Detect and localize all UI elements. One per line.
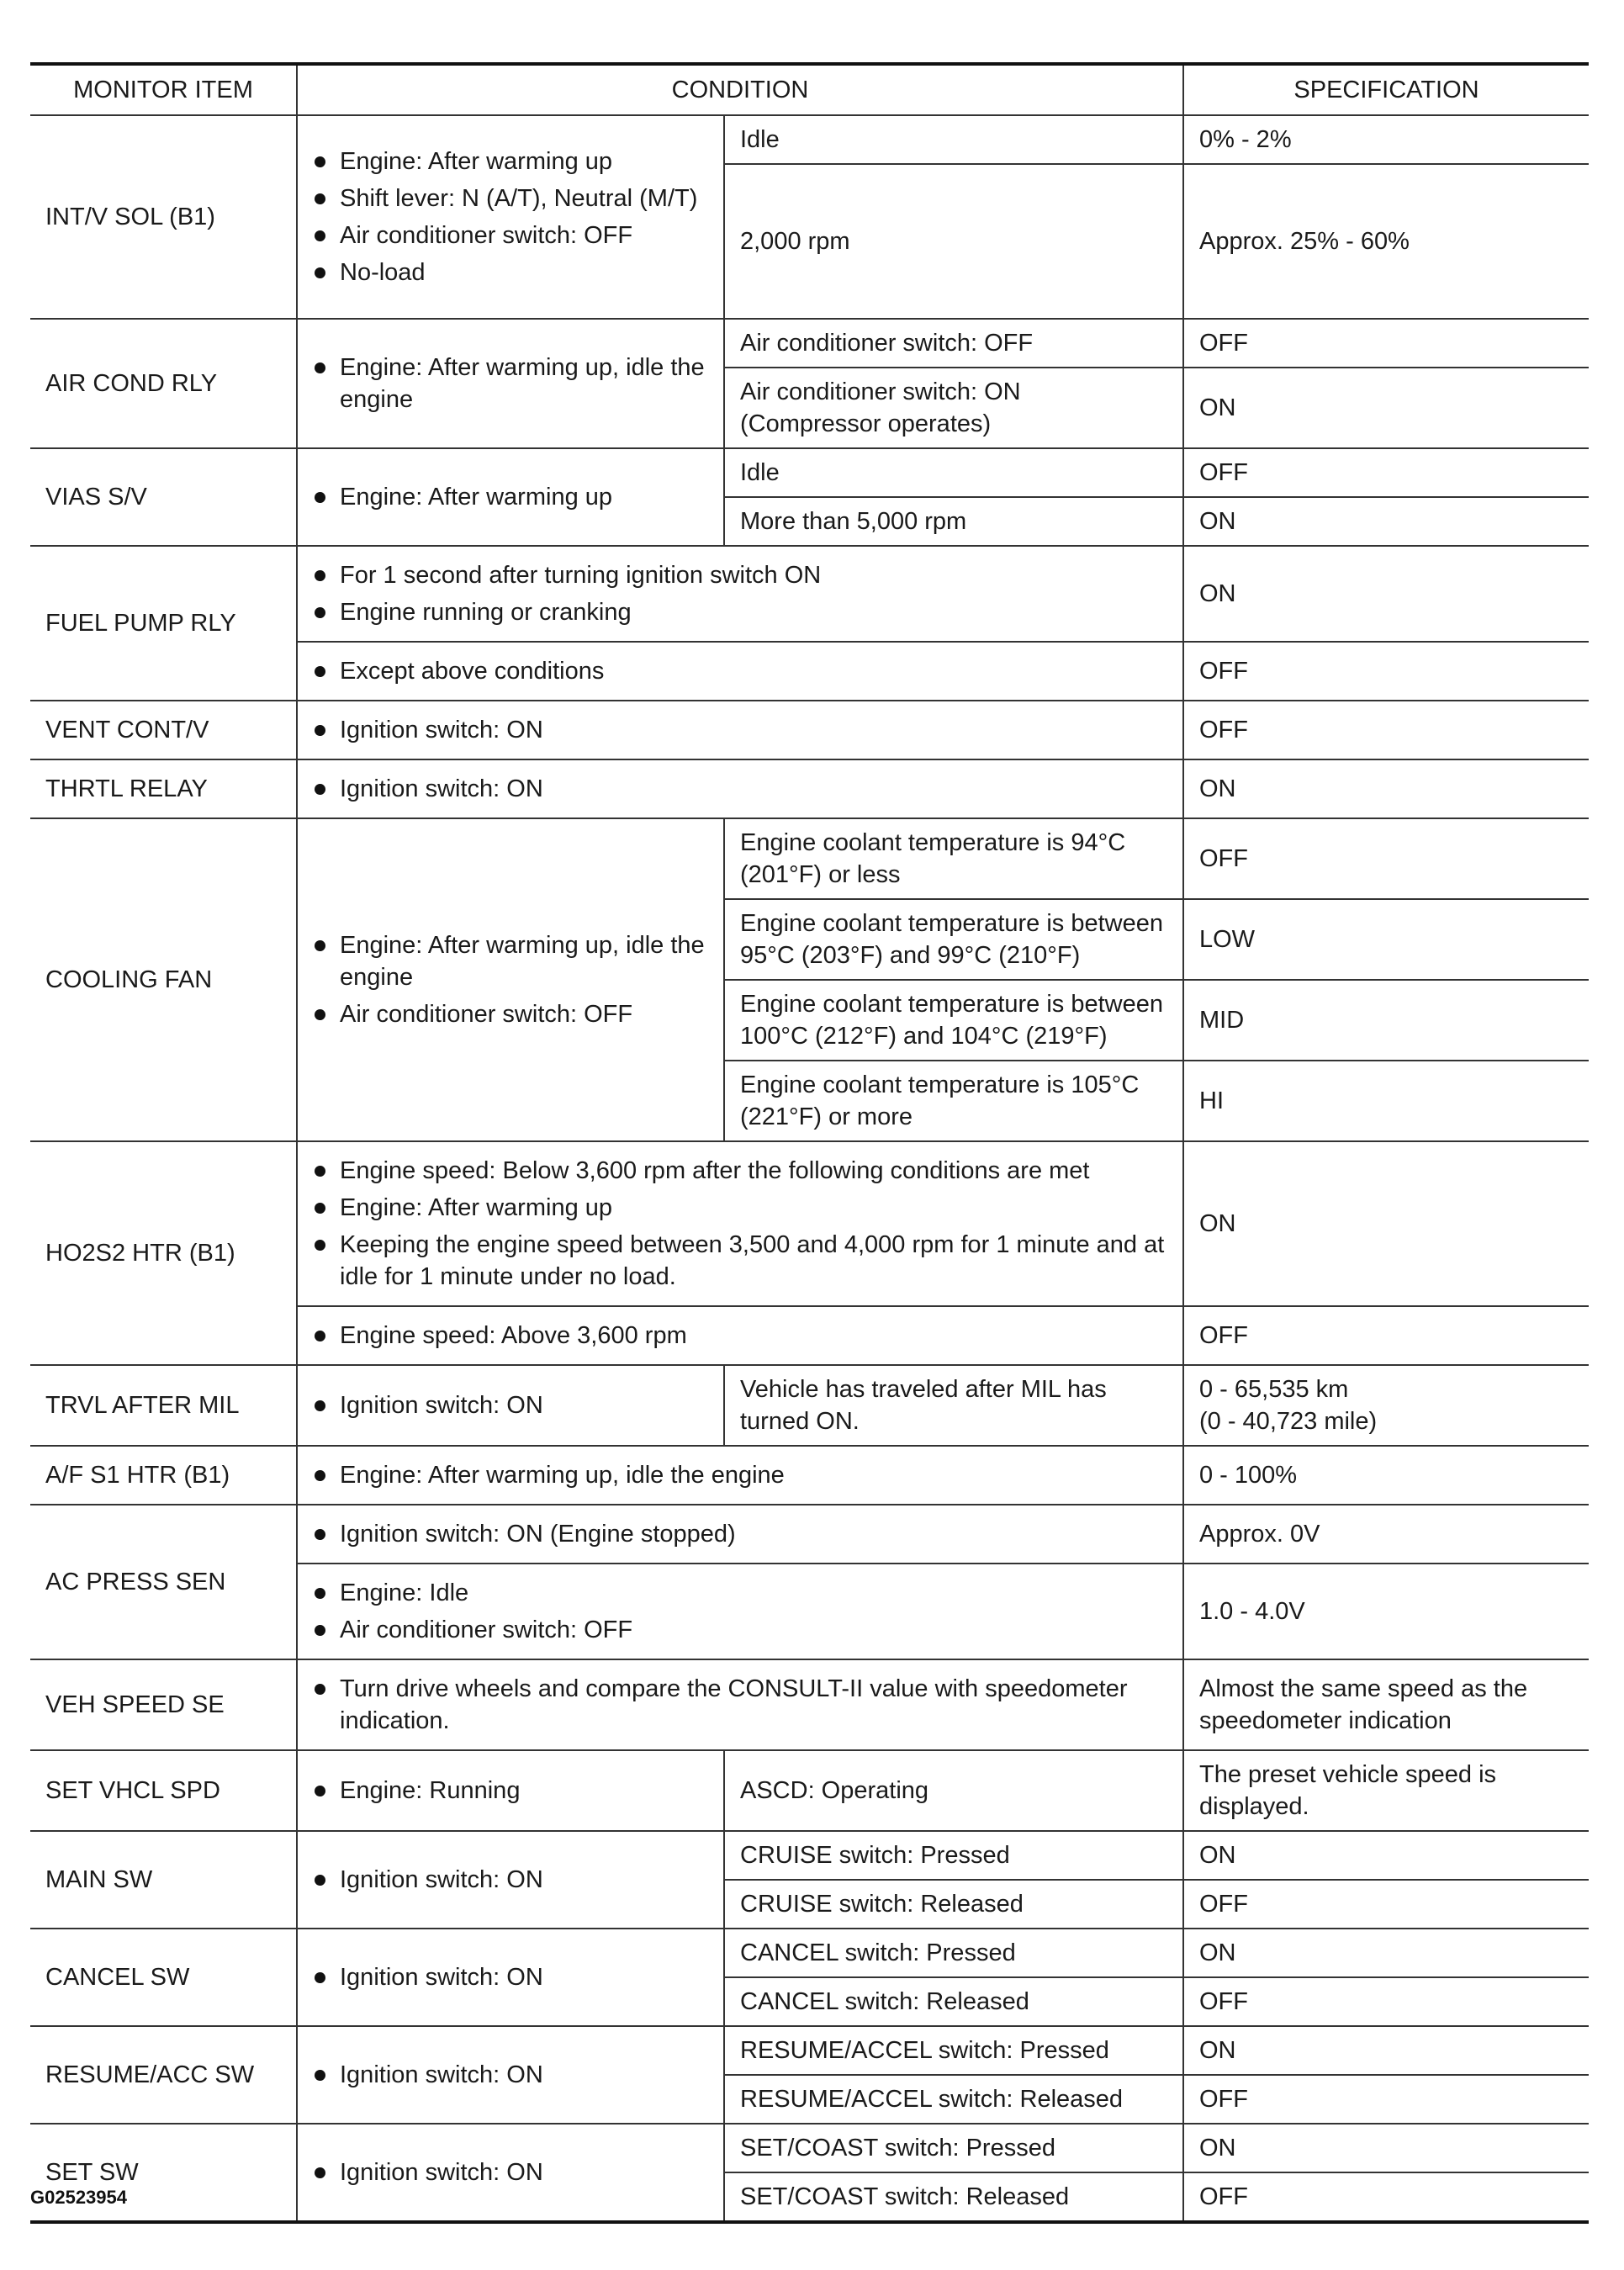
specification: OFF <box>1183 1977 1589 2026</box>
condition-cell <box>297 1446 1183 1505</box>
sub-condition: 2,000 rpm <box>724 164 1183 319</box>
condition-bullet: Air conditioner switch: OFF <box>313 220 708 251</box>
sub-condition: CANCEL switch: Released <box>724 1977 1183 2026</box>
header-specification: SPECIFICATION <box>1183 64 1589 115</box>
condition-bullet: Engine: After warming up, idle the engine <box>313 929 708 993</box>
specification: 0 - 100% <box>1183 1446 1589 1505</box>
condition-cell <box>297 2124 724 2222</box>
condition-cell <box>297 319 724 448</box>
specification: ON <box>1183 2026 1589 2075</box>
condition-cell <box>297 1659 1183 1750</box>
sub-condition: Engine coolant temperature is between 100°C (212°F) and 104°C (219°F) <box>724 980 1183 1061</box>
condition-bullet: Except above conditions <box>313 655 1167 687</box>
table-row <box>30 115 1589 164</box>
condition-cell <box>297 1929 724 2026</box>
header-monitor-item: MONITOR ITEM <box>30 64 297 115</box>
specification: 0% - 2% <box>1183 115 1589 164</box>
monitor-item: VIAS S/V <box>30 448 297 546</box>
condition-cell <box>297 1505 1183 1564</box>
condition-bullet: For 1 second after turning ignition switch ON <box>313 559 1167 591</box>
monitor-item: CANCEL SW <box>30 1929 297 2026</box>
condition-cell <box>297 642 1183 701</box>
monitor-item: HO2S2 HTR (B1) <box>30 1141 297 1365</box>
condition-bullet: Engine: After warming up <box>313 146 708 177</box>
specification: The preset vehicle speed is displayed. <box>1183 1750 1589 1831</box>
table-row <box>30 701 1589 759</box>
monitor-item: MAIN SW <box>30 1831 297 1929</box>
specification: Approx. 0V <box>1183 1505 1589 1564</box>
condition-bullet: Engine speed: Above 3,600 rpm <box>313 1320 1167 1352</box>
header-condition: CONDITION <box>297 64 1183 115</box>
specification: MID <box>1183 980 1589 1061</box>
monitor-item: INT/V SOL (B1) <box>30 115 297 319</box>
monitor-spec-table <box>30 62 1589 2224</box>
sub-condition: Engine coolant temperature is 105°C (221°F) or more <box>724 1061 1183 1141</box>
specification: ON <box>1183 1831 1589 1880</box>
sub-condition: SET/COAST switch: Released <box>724 2172 1183 2222</box>
condition-bullet: Air conditioner switch: OFF <box>313 1614 1167 1646</box>
monitor-item: SET VHCL SPD <box>30 1750 297 1831</box>
specification: OFF <box>1183 319 1589 368</box>
specification: ON <box>1183 546 1589 642</box>
specification: OFF <box>1183 448 1589 497</box>
specification: OFF <box>1183 1306 1589 1365</box>
spec-sheet <box>30 62 1589 2224</box>
table-row <box>30 1505 1589 1564</box>
specification: ON <box>1183 1929 1589 1977</box>
table-row <box>30 1446 1589 1505</box>
specification: ON <box>1183 1141 1589 1306</box>
monitor-item: SET SW <box>30 2124 297 2222</box>
condition-bullet: Engine running or cranking <box>313 596 1167 628</box>
monitor-item: VEH SPEED SE <box>30 1659 297 1750</box>
specification: OFF <box>1183 2075 1589 2124</box>
condition-bullet: Keeping the engine speed between 3,500 and 4,000 rpm for 1 minute and at idle for 1 minute under no load. <box>313 1229 1167 1293</box>
sub-condition: Air conditioner switch: OFF <box>724 319 1183 368</box>
monitor-item: RESUME/ACC SW <box>30 2026 297 2124</box>
sub-condition: Engine coolant temperature is between 95°C (203°F) and 99°C (210°F) <box>724 899 1183 980</box>
sub-condition: CRUISE switch: Pressed <box>724 1831 1183 1880</box>
monitor-item: AIR COND RLY <box>30 319 297 448</box>
condition-bullet: Turn drive wheels and compare the CONSULT-II value with speedometer indication. <box>313 1673 1167 1737</box>
specification-line: 0 - 65,535 km <box>1199 1376 1349 1403</box>
specification <box>1183 1365 1589 1446</box>
specification: ON <box>1183 759 1589 818</box>
sub-condition: Idle <box>724 115 1183 164</box>
sub-condition: Idle <box>724 448 1183 497</box>
condition-bullet: Ignition switch: ON <box>313 1864 708 1896</box>
specification: Approx. 25% - 60% <box>1183 164 1589 319</box>
sub-condition: RESUME/ACCEL switch: Released <box>724 2075 1183 2124</box>
specification: LOW <box>1183 899 1589 980</box>
table-row <box>30 546 1589 642</box>
specification: OFF <box>1183 701 1589 759</box>
condition-bullet: Engine: After warming up <box>313 481 708 513</box>
specification: OFF <box>1183 818 1589 899</box>
specification: ON <box>1183 2124 1589 2172</box>
specification: OFF <box>1183 642 1589 701</box>
condition-cell <box>297 546 1183 642</box>
condition-bullet: Ignition switch: ON <box>313 714 1167 746</box>
specification: HI <box>1183 1061 1589 1141</box>
condition-bullet: Engine: After warming up, idle the engine <box>313 1459 1167 1491</box>
condition-bullet: Ignition switch: ON <box>313 1389 708 1421</box>
sub-condition: RESUME/ACCEL switch: Pressed <box>724 2026 1183 2075</box>
figure-id: G02523954 <box>30 2187 127 2208</box>
condition-bullet: Engine speed: Below 3,600 rpm after the following conditions are met <box>313 1155 1167 1187</box>
condition-bullet: Engine: Running <box>313 1775 708 1807</box>
sub-condition: SET/COAST switch: Pressed <box>724 2124 1183 2172</box>
condition-bullet: Engine: Idle <box>313 1577 1167 1609</box>
sub-condition: Vehicle has traveled after MIL has turned ON. <box>724 1365 1183 1446</box>
monitor-item: VENT CONT/V <box>30 701 297 759</box>
specification: 1.0 - 4.0V <box>1183 1564 1589 1659</box>
condition-bullet: Ignition switch: ON <box>313 2059 708 2091</box>
sub-condition: More than 5,000 rpm <box>724 497 1183 546</box>
condition-cell <box>297 1831 724 1929</box>
condition-bullet: Air conditioner switch: OFF <box>313 998 708 1030</box>
condition-cell <box>297 1750 724 1831</box>
monitor-item: COOLING FAN <box>30 818 297 1141</box>
monitor-item: TRVL AFTER MIL <box>30 1365 297 1446</box>
condition-bullet: Ignition switch: ON <box>313 2156 708 2188</box>
table-row <box>30 818 1589 899</box>
table-row <box>30 319 1589 368</box>
specification-line: (0 - 40,723 mile) <box>1199 1408 1378 1435</box>
table-row <box>30 2124 1589 2172</box>
monitor-item: AC PRESS SEN <box>30 1505 297 1659</box>
table-row <box>30 2026 1589 2075</box>
specification: ON <box>1183 368 1589 448</box>
condition-bullet: Ignition switch: ON <box>313 1961 708 1993</box>
sub-condition: CANCEL switch: Pressed <box>724 1929 1183 1977</box>
table-row <box>30 1659 1589 1750</box>
specification: Almost the same speed as the speedometer indication <box>1183 1659 1589 1750</box>
table-row <box>30 1141 1589 1306</box>
condition-bullet: Engine: After warming up <box>313 1192 1167 1224</box>
condition-bullet: No-load <box>313 257 708 288</box>
monitor-item: FUEL PUMP RLY <box>30 546 297 701</box>
specification: OFF <box>1183 2172 1589 2222</box>
table-row <box>30 1831 1589 1880</box>
table-row <box>30 759 1589 818</box>
table-row <box>30 1929 1589 1977</box>
sub-condition: Air conditioner switch: ON (Compressor operates) <box>724 368 1183 448</box>
condition-cell <box>297 1141 1183 1306</box>
condition-cell <box>297 1564 1183 1659</box>
monitor-item: THRTL RELAY <box>30 759 297 818</box>
table-header-row <box>30 64 1589 115</box>
condition-cell <box>297 1365 724 1446</box>
condition-bullet: Engine: After warming up, idle the engine <box>313 352 708 415</box>
sub-condition: ASCD: Operating <box>724 1750 1183 1831</box>
table-row <box>30 1365 1589 1446</box>
condition-cell <box>297 701 1183 759</box>
condition-bullet: Ignition switch: ON (Engine stopped) <box>313 1518 1167 1550</box>
condition-cell <box>297 818 724 1141</box>
condition-cell <box>297 2026 724 2124</box>
monitor-item: A/F S1 HTR (B1) <box>30 1446 297 1505</box>
condition-bullet: Shift lever: N (A/T), Neutral (M/T) <box>313 183 708 214</box>
specification: OFF <box>1183 1880 1589 1929</box>
sub-condition: CRUISE switch: Released <box>724 1880 1183 1929</box>
condition-cell <box>297 759 1183 818</box>
sub-condition: Engine coolant temperature is 94°C (201°F) or less <box>724 818 1183 899</box>
condition-bullet: Ignition switch: ON <box>313 773 1167 805</box>
table-row <box>30 1750 1589 1831</box>
condition-cell <box>297 448 724 546</box>
specification: ON <box>1183 497 1589 546</box>
condition-cell <box>297 1306 1183 1365</box>
table-row <box>30 448 1589 497</box>
condition-cell <box>297 115 724 319</box>
